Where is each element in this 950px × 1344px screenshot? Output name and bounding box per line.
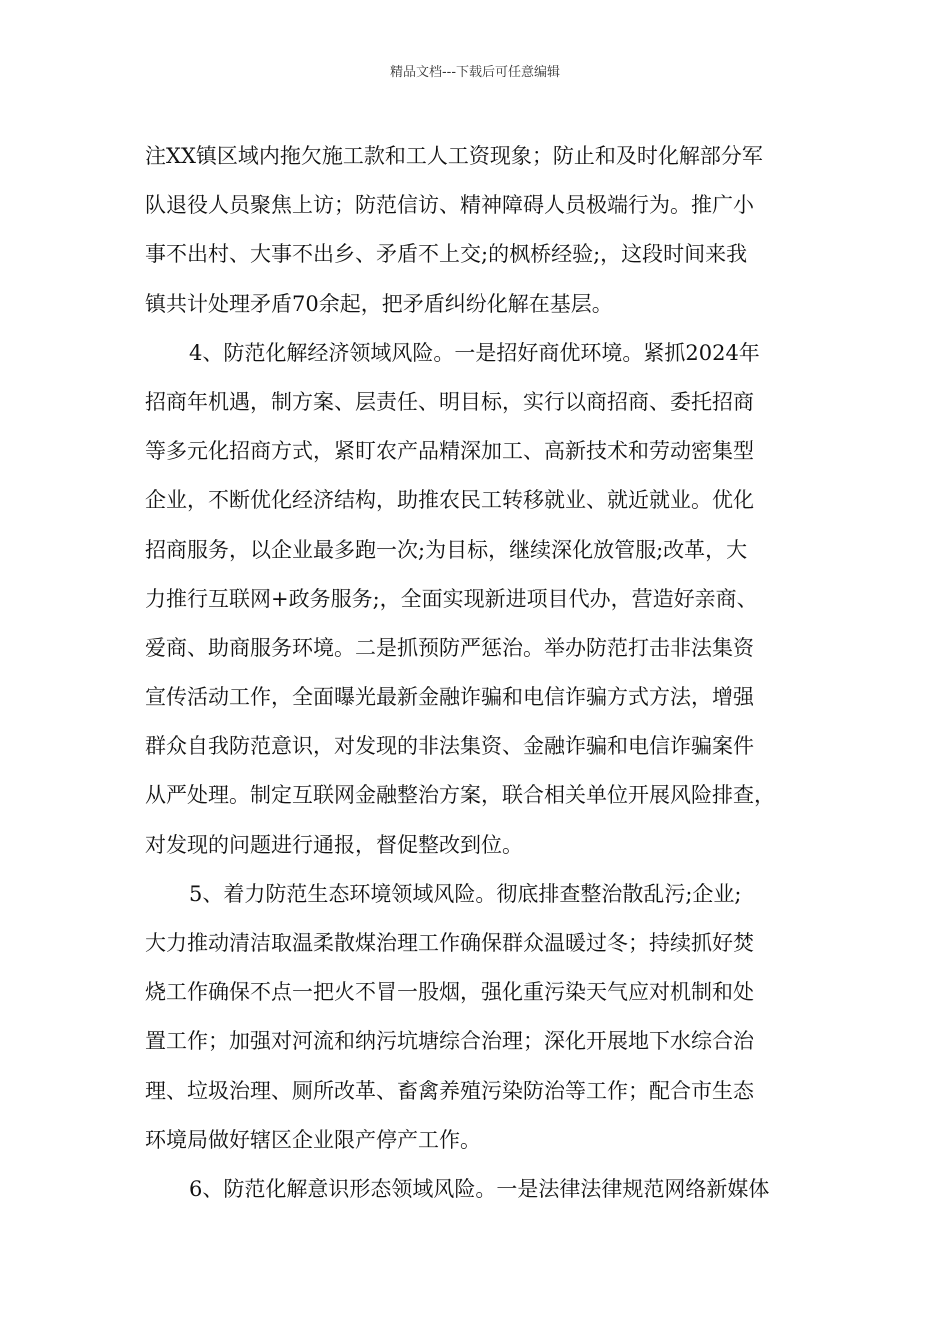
text-line: 烧工作确保不点一把火不冒一股烟，强化重污染天气应对机制和处 — [145, 980, 754, 1005]
text-line: 招商年机遇，制方案、层责任、明目标，实行以商招商、委托招商 — [145, 389, 754, 414]
text-line: 环境局做好辖区企业限产停产工作。 — [145, 1127, 481, 1152]
text-line: 招商服务，以企业最多跑一次;为目标，继续深化放管服;改革，大 — [145, 537, 748, 562]
text-line: 企业，不断优化经济结构，助推农民工转移就业、就近就业。优化 — [145, 488, 754, 513]
page-header: 精品文档---下载后可任意编辑 — [389, 65, 561, 80]
paragraph-start-line: 4、防范化解经济领域风险。一是招好商优环境。紧抓2024年 — [189, 340, 760, 365]
text-line: 队退役人员聚焦上访；防范信访、精神障碍人员极端行为。推广小 — [145, 193, 754, 218]
document-body — [145, 132, 811, 1214]
text-line: 事不出村、大事不出乡、矛盾不上交;的枫桥经验;，这段时间来我 — [145, 242, 748, 267]
text-line: 大力推动清洁取温柔散煤治理工作确保群众温暖过冬；持续抓好焚 — [145, 931, 754, 955]
paragraph-start-line: 5、着力防范生态环境领域风险。彻底排查整治散乱污;企业; — [189, 881, 742, 906]
text-line: 对发现的问题进行通报，督促整改到位。 — [145, 832, 523, 857]
text-line: 等多元化招商方式，紧盯农产品精深加工、高新技术和劳动密集型 — [145, 439, 754, 464]
text-line: 镇共计处理矛盾70余起，把矛盾纠纷化解在基层。 — [145, 291, 613, 316]
text-line: 置工作；加强对河流和纳污坑塘综合治理；深化开展地下水综合治 — [145, 1029, 754, 1054]
text-line: 力推行互联网+政务服务;，全面实现新进项目代办，营造好亲商、 — [145, 586, 758, 611]
text-line: 宣传活动工作，全面曝光最新金融诈骗和电信诈骗方式方法，增强 — [145, 685, 754, 710]
text-line: 从严处理。制定互联网金融整治方案，联合相关单位开展风险排查， — [145, 783, 775, 808]
paragraph-start-line: 6、防范化解意识形态领域风险。一是法律法律规范网络新媒体 — [189, 1176, 770, 1201]
text-line: 群众自我防范意识，对发现的非法集资、金融诈骗和电信诈骗案件 — [145, 734, 754, 759]
text-line: 注XX镇区域内拖欠施工款和工人工资现象；防止和及时化解部分军 — [145, 144, 763, 168]
text-line: 爱商、助商服务环境。二是抓预防严惩治。举办防范打击非法集资 — [145, 635, 754, 660]
text-line: 理、垃圾治理、厕所改革、畜禽养殖污染防治等工作；配合市生态 — [145, 1078, 754, 1103]
